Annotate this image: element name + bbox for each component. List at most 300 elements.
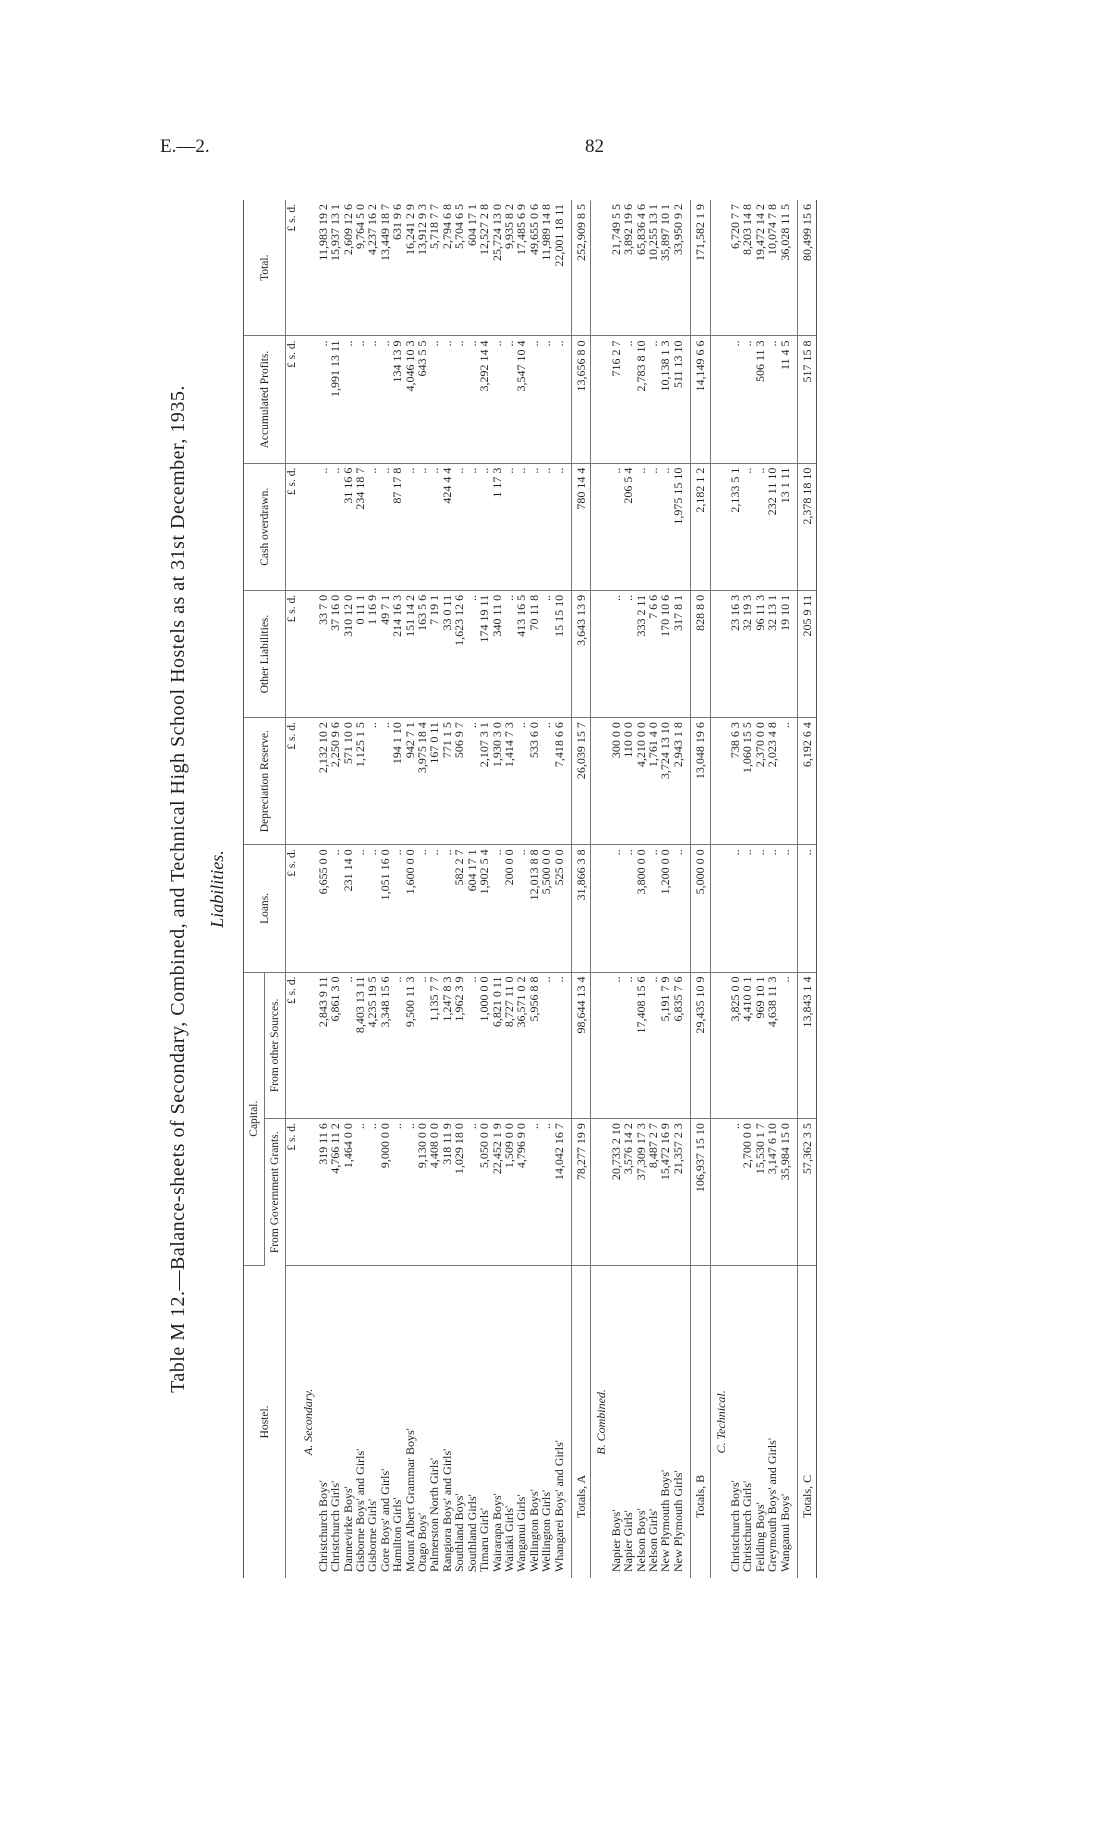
totals-value: 78,277 19 9 — [571, 1119, 590, 1266]
value-cell: 6,861 3 0 — [329, 972, 341, 1119]
value-cell: 3,547 10 4 — [515, 336, 527, 463]
section-spacer — [591, 200, 610, 336]
page-ref: E.—2. — [160, 136, 210, 157]
table-row — [342, 200, 354, 1578]
hostel-name: Southland Girls' — [464, 1494, 479, 1572]
units-cell: £ s. d. — [286, 336, 299, 463]
totals-value: 57,362 3 5 — [798, 1119, 817, 1266]
value-cell: 167 0 11 — [428, 718, 440, 845]
value-cell: .. — [404, 1119, 416, 1266]
value-cell: .. — [729, 845, 741, 972]
value-cell: 31 16 6 — [342, 463, 354, 590]
value-cell: 1,135 7 7 — [428, 972, 440, 1119]
value-cell: 5,191 7 9 — [659, 972, 671, 1119]
value-cell: 194 1 10 — [391, 718, 403, 845]
section-spacer — [591, 972, 610, 1119]
table-row — [622, 200, 634, 1578]
value-cell: .. — [528, 463, 540, 590]
value-cell: 6,720 7 7 — [729, 200, 741, 336]
value-cell: 1,414 7 3 — [503, 718, 515, 845]
hostel-name: Gore Boys' and Girls' — [377, 1468, 392, 1572]
value-cell: 2,700 0 0 — [741, 1119, 753, 1266]
section-spacer — [298, 336, 316, 463]
value-cell: 10,138 1 3 — [659, 336, 671, 463]
value-cell: .. — [515, 718, 527, 845]
value-cell: .. — [379, 463, 391, 590]
totals-value: 106,937 15 10 — [691, 1119, 710, 1266]
value-cell: 3,576 14 2 — [622, 1119, 634, 1266]
value-cell: .. — [453, 336, 465, 463]
totals-value: 252,909 8 5 — [571, 200, 590, 336]
value-cell: 70 11 8 — [528, 590, 540, 717]
value-cell: 110 0 0 — [622, 718, 634, 845]
value-cell: 8,727 11 0 — [503, 972, 515, 1119]
value-cell: 1,060 15 5 — [741, 718, 753, 845]
hostel-name: Palmerston North Girls' — [427, 1457, 442, 1572]
value-cell: 4,210 0 0 — [635, 718, 647, 845]
value-cell: 2,794 6 8 — [441, 200, 453, 336]
section-spacer — [710, 845, 729, 972]
value-cell: 2,370 0 0 — [754, 718, 766, 845]
value-cell: .. — [354, 845, 366, 972]
totals-value: 2,378 18 10 — [798, 463, 817, 590]
hostel-name: New Plymouth Girls' — [670, 1470, 685, 1572]
units-cell: £ s. d. — [286, 463, 299, 590]
value-cell: 234 18 7 — [354, 463, 366, 590]
value-cell: 174 19 11 — [478, 590, 490, 717]
section-spacer — [591, 718, 610, 845]
value-cell: .. — [515, 463, 527, 590]
units-row — [286, 200, 299, 1578]
hostel-name: Christchurch Boys' — [728, 1480, 742, 1572]
table-row — [379, 200, 391, 1578]
totals-value: 31,866 3 8 — [571, 845, 590, 972]
value-cell: 506 9 7 — [453, 718, 465, 845]
value-cell: .. — [379, 718, 391, 845]
value-cell: .. — [503, 336, 515, 463]
value-cell: 4,046 10 3 — [404, 336, 416, 463]
value-cell: 2,843 9 11 — [317, 972, 329, 1119]
value-cell: 7 6 6 — [647, 590, 659, 717]
value-cell: 1,029 18 0 — [453, 1119, 465, 1266]
section-spacer — [298, 200, 316, 336]
value-cell: .. — [354, 336, 366, 463]
value-cell: .. — [478, 463, 490, 590]
value-cell: 5,956 8 8 — [528, 972, 540, 1119]
table-body — [286, 200, 817, 1578]
hostel-name: Waitaki Girls' — [501, 1505, 516, 1572]
value-cell: 7,418 6 6 — [553, 718, 565, 845]
value-cell: 1 17 3 — [491, 463, 503, 590]
value-cell: 33 0 11 — [441, 590, 453, 717]
value-cell: .. — [741, 463, 753, 590]
hostel-name: Southland Boys' — [452, 1493, 467, 1572]
value-cell: .. — [466, 718, 478, 845]
value-cell: 3,147 6 10 — [766, 1119, 778, 1266]
hostel-name: Greymouth Boys' and Girls' — [765, 1438, 780, 1572]
value-cell: 310 12 0 — [342, 590, 354, 717]
value-cell: 35,897 10 1 — [659, 200, 671, 336]
value-cell: 3,292 14 4 — [478, 336, 490, 463]
table-row — [659, 200, 671, 1578]
section-spacer — [591, 1119, 610, 1266]
value-cell: 151 14 2 — [404, 590, 416, 717]
table-row — [635, 200, 647, 1578]
hostel-name: Gisborne Girls' — [365, 1498, 380, 1572]
value-cell: 9,000 0 0 — [379, 1119, 391, 1266]
col-header-cash-overdrawn: Cash overdrawn. — [244, 463, 286, 590]
value-cell: 15,937 13 1 — [329, 200, 341, 336]
units-spacer — [286, 1265, 299, 1578]
value-cell: 20,733 2 10 — [610, 1119, 622, 1266]
value-cell: 15 15 10 — [553, 590, 565, 717]
units-cell: £ s. d. — [286, 590, 299, 717]
value-cell: 571 10 0 — [342, 718, 354, 845]
hostel-name: Wanganui Girls' — [514, 1494, 529, 1572]
value-cell: .. — [610, 845, 622, 972]
table-row — [329, 200, 341, 1578]
value-cell: 10,074 7 8 — [766, 200, 778, 336]
value-cell: 231 14 0 — [342, 845, 354, 972]
value-cell: 37 16 0 — [329, 590, 341, 717]
value-cell: 2,107 3 1 — [478, 718, 490, 845]
value-cell: 1,975 15 10 — [672, 463, 684, 590]
section-spacer — [591, 590, 610, 717]
value-cell: .. — [528, 336, 540, 463]
value-cell: 716 2 7 — [610, 336, 622, 463]
value-cell: 4,237 16 2 — [366, 200, 378, 336]
value-cell: .. — [647, 972, 659, 1119]
value-cell: 17,408 15 6 — [635, 972, 647, 1119]
value-cell: 12,527 2 8 — [478, 200, 490, 336]
section-spacer — [710, 463, 729, 590]
value-cell: 14,042 16 7 — [553, 1119, 565, 1266]
section-label: C. Technical. — [713, 1390, 728, 1454]
value-cell: .. — [779, 845, 791, 972]
value-cell: 134 13 9 — [391, 336, 403, 463]
value-cell: 3,348 15 6 — [379, 972, 391, 1119]
section-spacer — [710, 972, 729, 1119]
value-cell: 424 4 4 — [441, 463, 453, 590]
value-cell: 525 0 0 — [553, 845, 565, 972]
value-cell: .. — [647, 336, 659, 463]
value-cell: 9,935 8 2 — [503, 200, 515, 336]
value-cell: 1,247 8 3 — [441, 972, 453, 1119]
value-cell: .. — [779, 972, 791, 1119]
value-cell: 4,766 11 2 — [329, 1119, 341, 1266]
value-cell: 36,028 11 5 — [779, 200, 791, 336]
value-cell: .. — [366, 718, 378, 845]
value-cell: 2,609 12 6 — [342, 200, 354, 336]
totals-value: 780 14 4 — [571, 463, 590, 590]
totals-label: Totals, B — [691, 1265, 710, 1578]
value-cell: .. — [428, 845, 440, 972]
value-cell: 19,472 14 2 — [754, 200, 766, 336]
value-cell: 0 11 1 — [354, 590, 366, 717]
totals-value: 2,182 1 2 — [691, 463, 710, 590]
section-spacer — [591, 463, 610, 590]
value-cell: .. — [729, 1119, 741, 1266]
table-row — [672, 200, 684, 1578]
value-cell: .. — [428, 463, 440, 590]
col-header-hostel: Hostel. — [244, 1265, 286, 1578]
value-cell: 33,950 9 2 — [672, 200, 684, 336]
value-cell: .. — [754, 463, 766, 590]
value-cell: .. — [659, 463, 671, 590]
value-cell: 214 16 3 — [391, 590, 403, 717]
totals-value: 3,643 13 9 — [571, 590, 590, 717]
value-cell: 738 6 3 — [729, 718, 741, 845]
table-row — [404, 200, 416, 1578]
value-cell: 37,309 17 3 — [635, 1119, 647, 1266]
totals-value: 205 9 11 — [798, 590, 817, 717]
value-cell: 1,902 5 4 — [478, 845, 490, 972]
value-cell: 3,800 0 0 — [635, 845, 647, 972]
hostel-name: Christchurch Boys' — [315, 1480, 330, 1572]
value-cell: 65,836 4 6 — [635, 200, 647, 336]
value-cell: 1,930 3 0 — [491, 718, 503, 845]
value-cell: 1,509 0 0 — [503, 1119, 515, 1266]
value-cell: 1,991 13 11 — [329, 336, 341, 463]
totals-row — [691, 200, 710, 1578]
section-header — [591, 200, 610, 1578]
value-cell: 5,500 0 0 — [540, 845, 552, 972]
value-cell: 15,472 16 9 — [659, 1119, 671, 1266]
value-cell: .. — [540, 972, 552, 1119]
value-cell: .. — [553, 972, 565, 1119]
value-cell: 87 17 8 — [391, 463, 403, 590]
value-cell: .. — [540, 336, 552, 463]
balance-sheet-table — [243, 200, 817, 1578]
table-row — [391, 200, 403, 1578]
table-row — [553, 200, 565, 1578]
value-cell: .. — [404, 463, 416, 590]
value-cell: 2,943 1 8 — [672, 718, 684, 845]
value-cell: 8,203 14 8 — [741, 200, 753, 336]
value-cell: 7 19 1 — [428, 590, 440, 717]
hostel-name: Hamilton Girls' — [390, 1497, 405, 1572]
value-cell: .. — [622, 336, 634, 463]
header-row-top — [244, 200, 265, 1578]
value-cell: .. — [528, 1119, 540, 1266]
totals-value: 29,435 10 9 — [691, 972, 710, 1119]
hostel-name: Wellington Boys' — [526, 1489, 541, 1572]
value-cell: 3,825 0 0 — [729, 972, 741, 1119]
value-cell: 340 11 0 — [491, 590, 503, 717]
value-cell: 942 7 1 — [404, 718, 416, 845]
section-spacer — [710, 336, 729, 463]
value-cell: 1,200 0 0 — [659, 845, 671, 972]
section-spacer — [298, 845, 316, 972]
value-cell: .. — [540, 718, 552, 845]
value-cell: 1,125 1 5 — [354, 718, 366, 845]
table-row — [428, 200, 440, 1578]
hostel-name: Otago Boys' — [415, 1512, 430, 1572]
value-cell: 4,408 0 0 — [428, 1119, 440, 1266]
value-cell: 506 11 3 — [754, 336, 766, 463]
value-cell: .. — [729, 336, 741, 463]
table-row — [729, 200, 741, 1578]
table-row — [610, 200, 622, 1578]
value-cell: 318 11 9 — [441, 1119, 453, 1266]
value-cell: .. — [491, 336, 503, 463]
value-cell: .. — [466, 972, 478, 1119]
table-row — [317, 200, 329, 1578]
value-cell: 9,130 0 0 — [416, 1119, 428, 1266]
value-cell: 413 16 5 — [515, 590, 527, 717]
table-row — [441, 200, 453, 1578]
table-row — [491, 200, 503, 1578]
totals-value: 98,644 13 4 — [571, 972, 590, 1119]
value-cell: .. — [391, 1119, 403, 1266]
value-cell: .. — [647, 845, 659, 972]
col-header-other-sources: From other Sources. — [265, 972, 286, 1119]
table-row — [416, 200, 428, 1578]
value-cell: 1,464 0 0 — [342, 1119, 354, 1266]
value-cell: 604 17 1 — [466, 200, 478, 336]
hostel-name: Napier Girls' — [621, 1510, 636, 1572]
col-header-other-liabilities: Other Liabilities. — [244, 590, 286, 717]
value-cell: 11 4 5 — [779, 336, 791, 463]
totals-value: .. — [798, 845, 817, 972]
value-cell: 2,023 4 8 — [766, 718, 778, 845]
hostel-name: Napier Boys' — [608, 1509, 623, 1572]
hostel-name: Nelson Girls' — [645, 1508, 660, 1572]
section-spacer — [710, 590, 729, 717]
value-cell: 200 0 0 — [503, 845, 515, 972]
value-cell: 3,975 18 4 — [416, 718, 428, 845]
totals-value: 828 8 0 — [691, 590, 710, 717]
value-cell: 163 5 6 — [416, 590, 428, 717]
value-cell: .. — [515, 845, 527, 972]
units-cell: £ s. d. — [286, 845, 299, 972]
value-cell: 8,487 2 7 — [647, 1119, 659, 1266]
value-cell: 969 10 1 — [754, 972, 766, 1119]
value-cell: .. — [766, 336, 778, 463]
table-row — [503, 200, 515, 1578]
totals-value: 13,048 19 6 — [691, 718, 710, 845]
table-title: Table M 12.—Balance-sheets of Secondary, Combined, and Technical High School Hostels as at 31st December, 1935. — [167, 385, 189, 1393]
value-cell: .. — [540, 463, 552, 590]
value-cell: 12,013 8 8 — [528, 845, 540, 972]
value-cell: .. — [503, 463, 515, 590]
value-cell: 300 0 0 — [610, 718, 622, 845]
value-cell: .. — [553, 336, 565, 463]
totals-value: 13,656 8 0 — [571, 336, 590, 463]
value-cell: 22,452 1 9 — [491, 1119, 503, 1266]
value-cell: 6,655 0 0 — [317, 845, 329, 972]
value-cell: .. — [366, 336, 378, 463]
value-cell: .. — [540, 1119, 552, 1266]
col-header-loans: Loans. — [244, 845, 286, 972]
value-cell: 32 13 1 — [766, 590, 778, 717]
value-cell: 533 6 0 — [528, 718, 540, 845]
value-cell: 170 10 6 — [659, 590, 671, 717]
value-cell: 13,912 9 3 — [416, 200, 428, 336]
value-cell: 21,357 2 3 — [672, 1119, 684, 1266]
units-cell: £ s. d. — [286, 1119, 299, 1266]
value-cell: 19 10 1 — [779, 590, 791, 717]
value-cell: 2,250 9 6 — [329, 718, 341, 845]
hostel-name: Feilding Boys' — [752, 1502, 767, 1572]
value-cell: .. — [366, 463, 378, 590]
units-cell: £ s. d. — [286, 718, 299, 845]
value-cell: .. — [540, 590, 552, 717]
value-cell: 643 5 5 — [416, 336, 428, 463]
value-cell: .. — [416, 463, 428, 590]
col-header-capital: Capital. — [244, 972, 265, 1265]
section-label: A. Secondary. — [301, 1388, 316, 1456]
value-cell: 9,764 5 0 — [354, 200, 366, 336]
value-cell: 4,796 9 0 — [515, 1119, 527, 1266]
value-cell: 1,623 12 6 — [453, 590, 465, 717]
value-cell: 10,255 13 1 — [647, 200, 659, 336]
table-row — [754, 200, 766, 1578]
value-cell: 8,403 13 11 — [354, 972, 366, 1119]
totals-row — [798, 200, 817, 1578]
table-row — [741, 200, 753, 1578]
value-cell: 49,655 0 6 — [528, 200, 540, 336]
col-header-accumulated-profits: Accumulated Profits. — [244, 336, 286, 463]
value-cell: .. — [466, 336, 478, 463]
value-cell: 3,892 19 6 — [622, 200, 634, 336]
section-spacer — [298, 718, 316, 845]
section-spacer — [298, 463, 316, 590]
value-cell: .. — [622, 590, 634, 717]
value-cell: 13,449 18 7 — [379, 200, 391, 336]
section-spacer — [591, 336, 610, 463]
value-cell: .. — [754, 845, 766, 972]
value-cell: 2,133 5 1 — [729, 463, 741, 590]
value-cell: .. — [553, 463, 565, 590]
value-cell: 11,989 14 8 — [540, 200, 552, 336]
totals-value: 171,582 1 9 — [691, 200, 710, 336]
value-cell: 23 16 3 — [729, 590, 741, 717]
value-cell: .. — [647, 463, 659, 590]
value-cell: 582 2 7 — [453, 845, 465, 972]
totals-value: 13,843 1 4 — [798, 972, 817, 1119]
value-cell: 1,962 3 9 — [453, 972, 465, 1119]
section-spacer — [298, 590, 316, 717]
section-spacer — [710, 718, 729, 845]
value-cell: 32 19 3 — [741, 590, 753, 717]
value-cell: 4,638 11 3 — [766, 972, 778, 1119]
col-header-total: Total. — [244, 200, 286, 336]
value-cell: .. — [453, 463, 465, 590]
hostel-name: Wanganui Boys' — [777, 1493, 792, 1572]
value-cell: 2,132 10 2 — [317, 718, 329, 845]
value-cell: .. — [391, 845, 403, 972]
value-cell: 36,571 0 2 — [515, 972, 527, 1119]
value-cell: 15,530 1 7 — [754, 1119, 766, 1266]
hostel-name: Timaru Girls' — [477, 1507, 492, 1572]
value-cell: 1 16 9 — [366, 590, 378, 717]
value-cell: 604 17 1 — [466, 845, 478, 972]
value-cell: .. — [610, 590, 622, 717]
table-row — [478, 200, 490, 1578]
value-cell: .. — [428, 336, 440, 463]
value-cell: 317 8 1 — [672, 590, 684, 717]
hostel-name: Wellington Girls' — [539, 1489, 554, 1572]
value-cell: .. — [317, 336, 329, 463]
value-cell: .. — [672, 845, 684, 972]
value-cell: 16,241 2 9 — [404, 200, 416, 336]
hostel-name: Whangarei Boys' and Girls' — [551, 1440, 566, 1572]
totals-label: Totals, A — [571, 1265, 590, 1578]
value-cell: .. — [329, 845, 341, 972]
value-cell: .. — [416, 845, 428, 972]
value-cell: 4,410 0 1 — [741, 972, 753, 1119]
